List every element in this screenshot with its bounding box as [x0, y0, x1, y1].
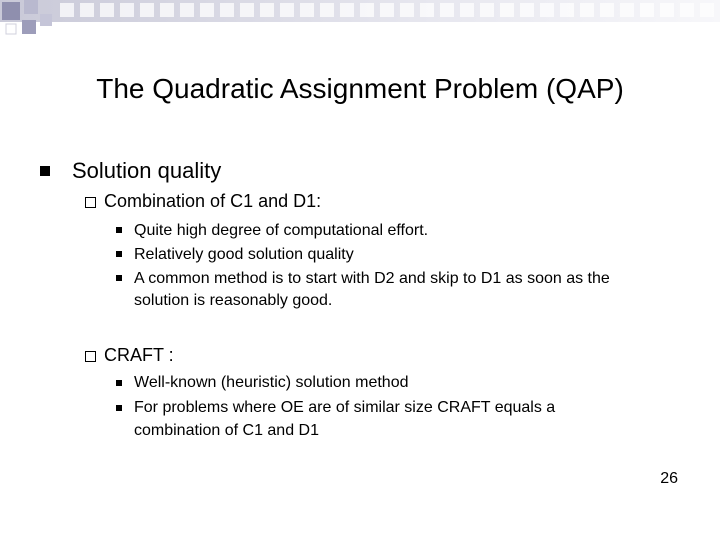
- level2-text: CRAFT :: [104, 345, 174, 365]
- level3-bullet-icon: [116, 380, 122, 386]
- level2-text: Combination of C1 and D1:: [104, 191, 322, 211]
- header-decoration: [0, 0, 720, 40]
- level3-bullet-icon: [116, 251, 122, 257]
- level3-text: A common method is to start with D2 and skip to D1 as soon as the: [134, 270, 610, 287]
- level3-bullet-icon: [116, 227, 122, 233]
- level3-bullet-icon: [116, 275, 122, 281]
- level3-text-continuation: solution is reasonably good.: [134, 292, 333, 309]
- page-number: 26: [660, 470, 678, 487]
- level3-bullet-icon: [116, 405, 122, 411]
- level3-text: Relatively good solution quality: [134, 246, 354, 263]
- level2-bullet-icon: [85, 197, 96, 208]
- level1-bullet-icon: [40, 166, 50, 176]
- level3-text: For problems where OE are of similar size CRAFT equals a: [134, 399, 556, 416]
- level3-text-continuation: combination of C1 and D1: [134, 422, 319, 439]
- level1-text: Solution quality: [72, 158, 222, 183]
- level2-bullet-icon: [85, 351, 96, 362]
- level3-text: Quite high degree of computational effort.: [134, 222, 429, 239]
- slide-title: The Quadratic Assignment Problem (QAP): [96, 73, 624, 104]
- level3-text: Well-known (heuristic) solution method: [134, 374, 409, 391]
- header-squares-graphic: [0, 0, 720, 40]
